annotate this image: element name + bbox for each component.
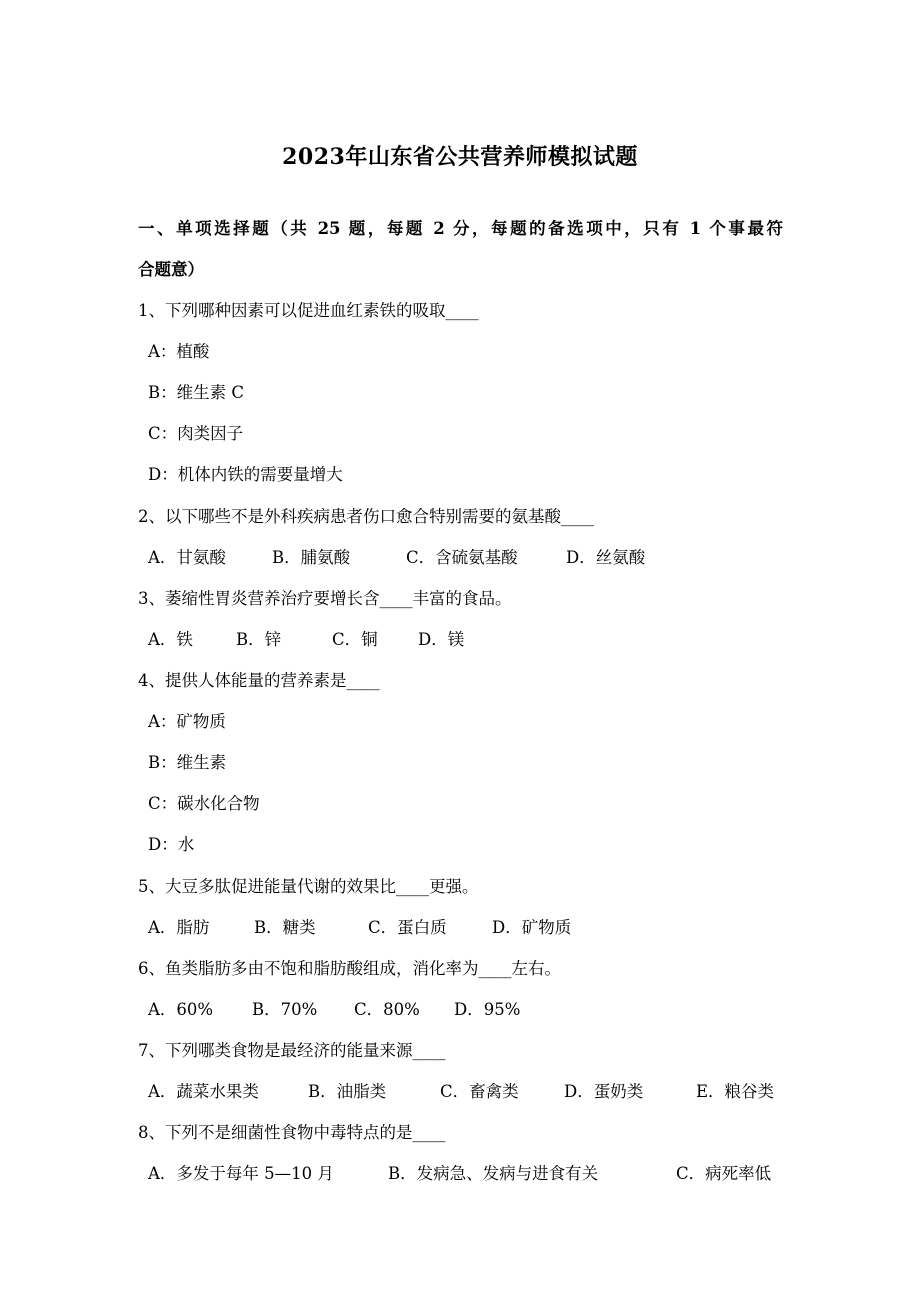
question-option: D．95% [454,1000,521,1019]
question-option: C：肉类因子 [148,424,244,443]
question-option: C．畜禽类 [440,1082,519,1101]
question-option: D：水 [148,835,195,854]
question-stem: 1、下列哪种因素可以促进血红素铁的吸取____ [138,301,479,320]
page-title: 2023年山东省公共营养师模拟试题 [282,144,638,170]
question-option: A．多发于每年 5—10 月 [148,1164,334,1183]
question-option: A．脂肪 [148,918,210,937]
question-option: B．70% [252,1000,318,1019]
question-option: C．病死率低 [676,1164,772,1183]
question-option: A．蔬菜水果类 [148,1082,259,1101]
question-option: B．发病急、发病与进食有关 [388,1164,599,1183]
question-stem: 3、萎缩性胃炎营养治疗要增长含____丰富的食品。 [138,589,512,608]
question-stem: 7、下列哪类食物是最经济的能量来源____ [138,1041,446,1060]
question-option: A．甘氨酸 [148,548,226,567]
section-heading-line2: 合题意） [138,260,204,279]
section-heading-line1: 一、单项选择题（共 25 题，每题 2 分，每题的备选项中，只有 1 个事最符 [138,219,783,238]
question-option: D．矿物质 [492,918,572,937]
question-stem: 4、提供人体能量的营养素是____ [138,671,380,690]
question-stem: 6、鱼类脂肪多由不饱和脂肪酸组成，消化率为____左右。 [138,959,561,978]
question-option: E．粮谷类 [696,1082,775,1101]
question-option: C．蛋白质 [368,918,447,937]
question-option: D．丝氨酸 [566,548,646,567]
question-stem: 2、以下哪些不是外科疾病患者伤口愈合特别需要的氨基酸____ [138,507,594,526]
question-option: A．铁 [148,630,193,649]
question-option: B：维生素 [148,753,227,772]
question-option: A：植酸 [148,342,210,361]
question-option: C：碳水化合物 [148,794,260,813]
question-option: B．油脂类 [308,1082,387,1101]
question-option: C．含硫氨基酸 [406,548,518,567]
question-option: B：维生素 C [148,383,244,402]
question-stem: 8、下列不是细菌性食物中毒特点的是____ [138,1123,446,1142]
question-option: A．60% [148,1000,214,1019]
question-option: B．锌 [236,630,282,649]
question-option: B．糖类 [254,918,316,937]
question-option: B．脯氨酸 [272,548,351,567]
question-option: C．铜 [332,630,378,649]
question-option: A：矿物质 [148,712,226,731]
question-option: D．镁 [418,630,465,649]
question-option: C．80% [354,1000,420,1019]
question-option: D：机体内铁的需要量增大 [148,465,343,484]
question-stem: 5、大豆多肽促进能量代谢的效果比____更强。 [138,877,479,896]
question-option: D．蛋奶类 [564,1082,644,1101]
